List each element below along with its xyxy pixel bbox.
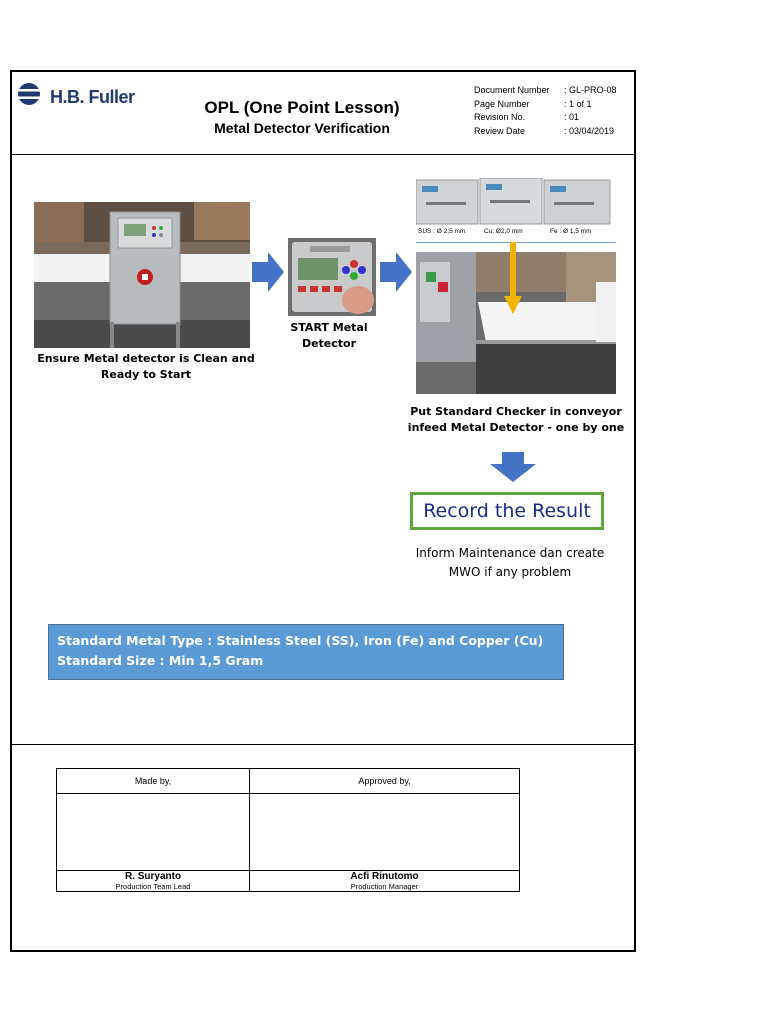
made-by-role: Production Team Lead (115, 882, 191, 891)
down-arrow-icon (504, 242, 522, 314)
signature-header-row (57, 769, 520, 794)
company-name: H.B. Fuller (50, 87, 135, 107)
step3-caption-line: infeed Metal Detector - one by one (407, 421, 625, 434)
made-by-signature-space (57, 794, 250, 871)
step1-caption (26, 351, 266, 383)
step2-caption (274, 320, 384, 352)
inform-line: Inform Maintenance dan create (415, 546, 605, 560)
approved-by-signature-space (250, 794, 520, 871)
right-arrow-icon (252, 252, 284, 292)
standard-metal-info-box (48, 624, 564, 680)
meta-value: : 01 (564, 112, 580, 122)
meta-label: Page Number (474, 98, 530, 109)
page-title: OPL (One Point Lesson) (204, 98, 400, 117)
meta-row (474, 125, 617, 139)
checker-label-sus: SUS : Ø 2,5 mm (418, 228, 466, 235)
step3-caption-line: Put Standard Checker in conveyor (410, 405, 622, 418)
approved-by-role: Production Manager (350, 882, 419, 891)
approved-by-header: Approved by, (250, 769, 520, 794)
footer-divider (12, 744, 634, 745)
meta-value: : 03/04/2019 (564, 125, 615, 136)
step1-caption-line: Ready to Start (100, 368, 192, 381)
signature-name-row (57, 871, 520, 892)
control-panel-photo (288, 238, 376, 316)
made-by-cell (57, 871, 250, 892)
down-arrow-icon (490, 452, 536, 482)
step2-caption-line: Detector (301, 337, 357, 350)
signature-table (56, 768, 520, 892)
meta-row (474, 98, 617, 112)
step3-caption (398, 404, 634, 436)
meta-row (474, 111, 617, 125)
approved-by-cell (250, 871, 520, 892)
meta-value: : GL-PRO-08 (564, 85, 617, 95)
right-arrow-icon (380, 252, 412, 292)
meta-label: Revision No. (474, 112, 526, 122)
meta-row (474, 84, 617, 98)
checker-cards-photo (416, 178, 616, 228)
checker-label-fe: Fe : Ø 1,5 mm (550, 228, 592, 235)
step2-caption-line: START Metal (290, 321, 368, 334)
signature-space-row (57, 794, 520, 871)
document-frame (10, 70, 636, 952)
standard-checker-cards (416, 178, 616, 243)
header-divider (12, 154, 634, 155)
page-subtitle: Metal Detector Verification (214, 120, 390, 136)
made-by-name: R. Suryanto (124, 871, 182, 882)
standard-metal-type: Standard Metal Type : Stainless Steel (SS), Iron (Fe) and Copper (Cu) (57, 633, 544, 648)
checker-label-cu: Cu: Ø2,0 mm (484, 228, 523, 235)
meta-value: : 1 of 1 (564, 98, 592, 109)
approved-by-name: Acfi Rinutomo (350, 871, 419, 882)
meta-label: Review Date (474, 125, 526, 136)
inform-line: MWO if any problem (448, 565, 572, 579)
made-by-header: Made by, (57, 769, 250, 794)
metal-detector-photo (34, 202, 250, 348)
record-result-box: Record the Result (410, 492, 604, 530)
standard-size: Standard Size : Min 1,5 Gram (57, 653, 264, 668)
meta-label: Document Number (474, 85, 550, 95)
inform-maintenance-note (400, 544, 620, 582)
document-meta (474, 84, 617, 138)
hb-fuller-logo-icon (18, 82, 42, 106)
step1-caption-line: Ensure Metal detector is Clean and (37, 352, 255, 365)
